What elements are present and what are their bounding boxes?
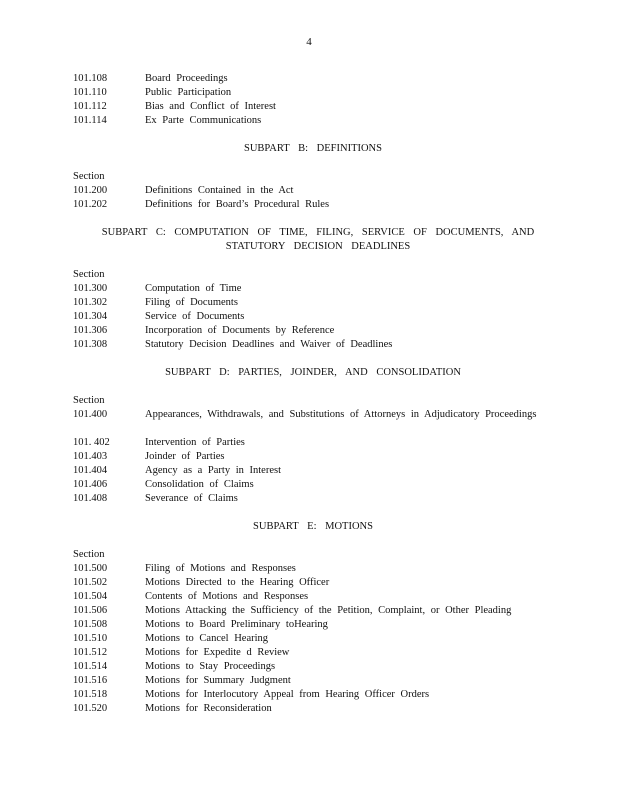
section-number: 101.518 bbox=[73, 689, 108, 700]
section-title: Appearances, Withdrawals, and Substitutions of Attorneys in Adjudicatory Proceedings bbox=[145, 409, 537, 420]
section-title: Definitions for Board’s Procedural Rules bbox=[145, 199, 330, 210]
section-number: 101.408 bbox=[73, 493, 108, 504]
page-number: 4 bbox=[306, 36, 312, 48]
list-item bbox=[73, 282, 553, 296]
subpart-d bbox=[73, 366, 553, 506]
section-number: 101.512 bbox=[73, 647, 108, 658]
section-number: 101.304 bbox=[73, 311, 108, 322]
list-item bbox=[73, 198, 553, 212]
list-item bbox=[73, 632, 553, 646]
section-number: 101.200 bbox=[73, 185, 108, 196]
section-title: Motions to Cancel Hearing bbox=[145, 633, 269, 644]
section-number: 101.308 bbox=[73, 339, 108, 350]
list-item bbox=[73, 296, 553, 310]
section-number: 101.404 bbox=[73, 465, 108, 476]
section-title: Incorporation of Documents by Reference bbox=[145, 325, 335, 336]
section-number: 101.520 bbox=[73, 703, 108, 714]
subpart-c bbox=[73, 226, 553, 352]
list-item bbox=[73, 310, 553, 324]
section-title: Statutory Decision Deadlines and Waiver of Deadlines bbox=[145, 339, 393, 350]
section-label: Section bbox=[73, 549, 105, 560]
section-title: Ex Parte Communications bbox=[145, 115, 262, 126]
section-number: 101.108 bbox=[73, 73, 108, 84]
section-number: 101.504 bbox=[73, 591, 108, 602]
section-number: 101.306 bbox=[73, 325, 108, 336]
section-title: Motions to Board Preliminary toHearing bbox=[145, 619, 328, 630]
section-label: Section bbox=[73, 269, 105, 280]
section-number: 101.516 bbox=[73, 675, 108, 686]
subpart-heading: SUBPART C: COMPUTATION OF TIME, FILING, SERVICE OF DOCUMENTS, AND STATUTORY DECISION DEADLINES bbox=[101, 227, 535, 252]
section-title: Computation of Time bbox=[145, 283, 242, 294]
section-label: Section bbox=[73, 171, 105, 182]
section-title: Motions for Summary Judgment bbox=[145, 675, 291, 686]
section-title: Bias and Conflict of Interest bbox=[145, 101, 276, 112]
list-item bbox=[73, 604, 553, 618]
section-number: 101.406 bbox=[73, 479, 108, 490]
section-number: 101.112 bbox=[73, 101, 107, 112]
section-title: Motions for Expedite d Review bbox=[145, 647, 290, 658]
section-number: 101.508 bbox=[73, 619, 108, 630]
subpart-heading: SUBPART E: MOTIONS bbox=[253, 521, 373, 532]
list-item bbox=[73, 562, 553, 576]
list-item bbox=[73, 184, 553, 198]
subpart-e bbox=[73, 520, 553, 716]
section-title: Motions Directed to the Hearing Officer bbox=[145, 577, 330, 588]
section-title: Agency as a Party in Interest bbox=[145, 465, 282, 476]
list-item bbox=[73, 100, 553, 114]
section-label: Section bbox=[73, 395, 105, 406]
list-item bbox=[73, 324, 553, 338]
list-item bbox=[73, 450, 553, 464]
section-title: Motions for Interlocutory Appeal from Hearing Officer Orders bbox=[145, 689, 430, 700]
section-number: 101.502 bbox=[73, 577, 108, 588]
list-item bbox=[73, 576, 553, 590]
list-item bbox=[73, 72, 553, 86]
section-number: 101.114 bbox=[73, 115, 107, 126]
section-number: 101.110 bbox=[73, 87, 107, 98]
section-number: 101. 402 bbox=[73, 437, 110, 448]
section-title: Motions to Stay Proceedings bbox=[145, 661, 276, 672]
section-number: 101.300 bbox=[73, 283, 108, 294]
list-item bbox=[73, 660, 553, 674]
list-item bbox=[73, 86, 553, 100]
section-number: 101.400 bbox=[73, 409, 108, 420]
list-item bbox=[73, 590, 553, 604]
section-number: 101.510 bbox=[73, 633, 108, 644]
section-number: 101.403 bbox=[73, 451, 108, 462]
list-item bbox=[73, 464, 553, 478]
list-item bbox=[73, 436, 553, 450]
section-title: Consolidation of Claims bbox=[145, 479, 254, 490]
section-title: Board Proceedings bbox=[145, 73, 228, 84]
section-title: Motions Attacking the Sufficiency of the Petition, Complaint, or Other Pleading bbox=[145, 605, 512, 616]
section-title: Contents of Motions and Responses bbox=[145, 591, 309, 602]
subpart-heading: SUBPART D: PARTIES, JOINDER, AND CONSOLIDATION bbox=[165, 367, 461, 378]
subpart-b bbox=[73, 142, 553, 212]
table-of-contents bbox=[73, 72, 553, 716]
section-number: 101.202 bbox=[73, 199, 108, 210]
section-title: Intervention of Parties bbox=[145, 437, 245, 448]
section-title: Definitions Contained in the Act bbox=[145, 185, 294, 196]
section-number: 101.500 bbox=[73, 563, 108, 574]
section-title: Joinder of Parties bbox=[145, 451, 225, 462]
list-item bbox=[73, 688, 553, 702]
section-title: Filing of Motions and Responses bbox=[145, 563, 296, 574]
list-item bbox=[73, 408, 553, 436]
section-title: Motions for Reconsideration bbox=[145, 703, 272, 714]
section-number: 101.506 bbox=[73, 605, 108, 616]
list-item bbox=[73, 646, 553, 660]
section-number: 101.514 bbox=[73, 661, 108, 672]
list-item bbox=[73, 114, 553, 128]
list-item bbox=[73, 702, 553, 716]
list-item bbox=[73, 492, 553, 506]
section-title: Severance of Claims bbox=[145, 493, 238, 504]
section-title: Filing of Documents bbox=[145, 297, 238, 308]
section-title: Public Participation bbox=[145, 87, 232, 98]
list-item bbox=[73, 674, 553, 688]
intro-entries bbox=[73, 72, 553, 128]
section-number: 101.302 bbox=[73, 297, 108, 308]
list-item bbox=[73, 618, 553, 632]
list-item bbox=[73, 338, 553, 352]
subpart-heading: SUBPART B: DEFINITIONS bbox=[244, 143, 382, 154]
list-item bbox=[73, 478, 553, 492]
section-title: Service of Documents bbox=[145, 311, 245, 322]
